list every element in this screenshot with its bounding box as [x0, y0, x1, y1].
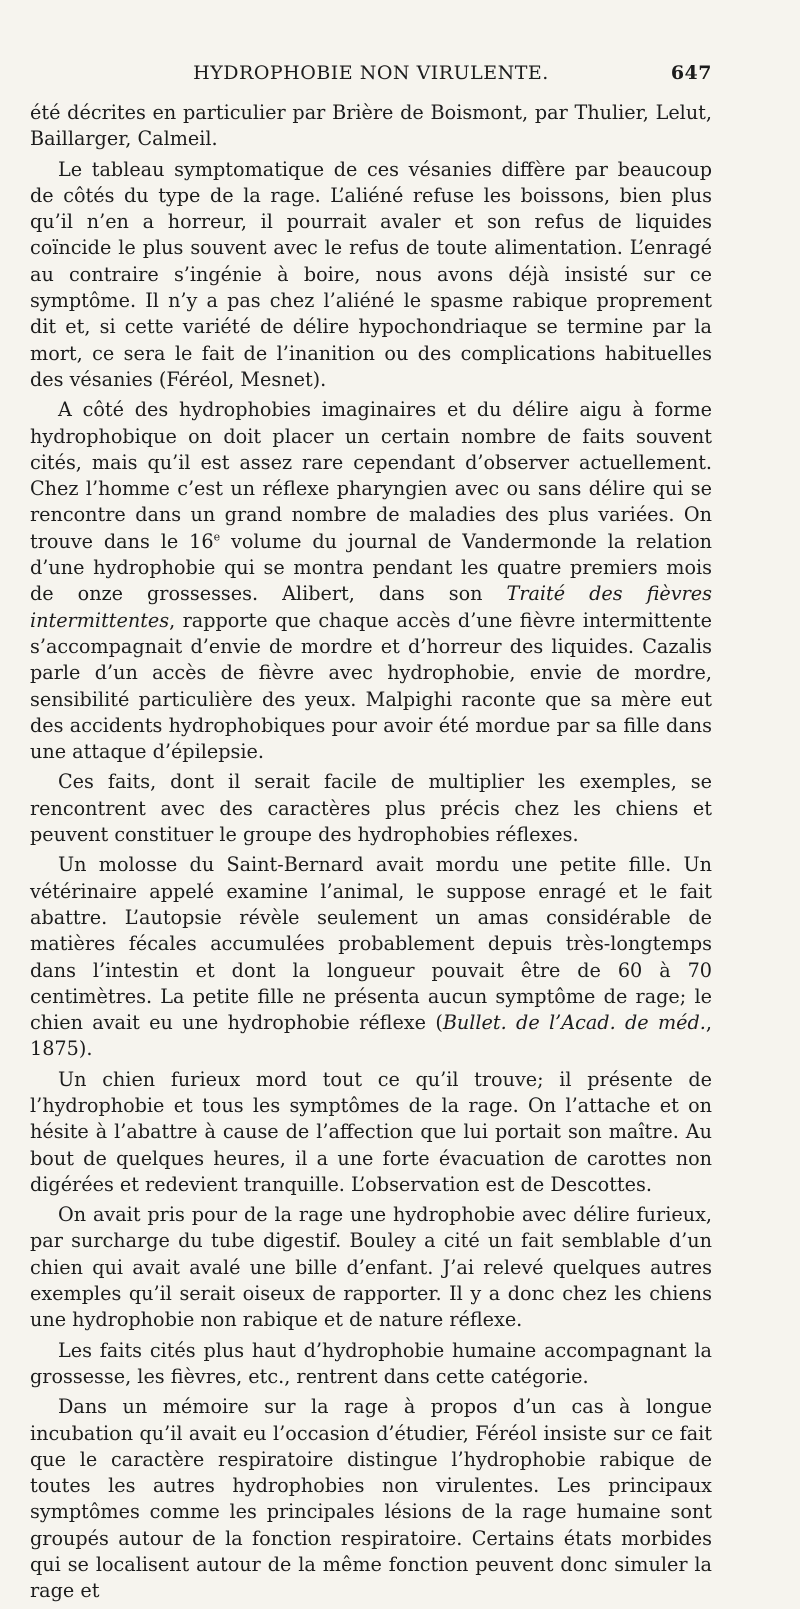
citation-source: Bullet. de l’Acad. de méd. [442, 1011, 706, 1035]
paragraph-continuation: été décrites en particulier par Brière de Boismont, par Thulier, Lelut, Baillarger, Calmeil. [30, 101, 712, 151]
paragraph: Ces faits, dont il serait facile de multiplier les exemples, se rencontrent avec des caractères plus précis chez les chiens et peuvent constituer le groupe des hydrophobies réflexes. [30, 770, 712, 847]
text-run: On trouve dans le [30, 503, 712, 553]
body-text [30, 100, 712, 1609]
text-run: , rapporte que chaque accès d’une fièvre intermittente s’accompagnait d’envie de mordre et d’horreur des liquides. Cazalis parle d’un accès de fièvre avec hydrophobie, envie de mordre, sensibilité particulière des yeux. Malpighi raconte que sa mère eut des accidents hydrophobiques pour avoir été mordue par sa fille dans une attaque d’épilepsie. [30, 608, 712, 764]
text-run: A côté des hydrophobies imaginaires et du délire aigu à forme hydrophobique on doit placer un certain nombre de faits souvent cités, mais qu’il est assez rare cependant d’observer actuellement. Chez l’homme c’est un réflexe pharyngien avec ou sans délire qui se rencontre dans un grand nombre de maladies des plus variées. [30, 398, 712, 527]
text-run: volume du journal de Vandermonde la relation d’une hydrophobie qui se montra pendant les quatre premiers mois de onze grossesses. Alibert, dans son [30, 529, 712, 606]
paragraph [30, 852, 712, 1062]
paragraph: On avait pris pour de la rage une hydrophobie avec délire furieux, par surcharge du tube digestif. Bouley a cité un fait semblable d’un chien qui avait avalé une bille d’enfant. J’ai relevé quelques autres exemples qu’il serait oiseux de rapporter. Il y a donc chez les chiens une hydrophobie non rabique et de nature réflexe. [30, 1203, 712, 1332]
paragraph: Dans un mémoire sur la rage à propos d’un cas à longue incubation qu’il avait eu l’occasion d’étudier, Féréol insiste sur ce fait que le caractère respiratoire distingue l’hydrophobie rabique de toutes les autres hydrophobies non virulentes. Les principaux symptômes comme les principales lésions de la rage humaine sont groupés autour de la fonction respiratoire. Certains états morbides qui se localisent autour de la même fonction peuvent donc simuler la rage et [30, 1395, 712, 1603]
volume-number: 16 [189, 529, 214, 553]
superscript: e [213, 530, 221, 544]
paragraph: Un chien furieux mord tout ce qu’il trouve; il présente de l’hydrophobie et tous les symptômes de la rage. On l’attache et on hésite à l’abattre à cause de l’affection que lui portait son maître. Au bout de quelques heures, il a une forte évacuation de carottes non digérées et redevient tranquille. L’observation est de Descottes. [30, 1067, 712, 1196]
text-run: ( [425, 1011, 443, 1035]
paragraph: Le tableau symptomatique de ces vésanies diffère par beaucoup de côtés du type de la rage. L’aliéné refuse les boissons, bien plus qu’il n’en a horreur, il pourrait avaler et son refus de liquides coïncide le plus souvent avec le refus de toute alimentation. L’enragé au contraire s’ingénie à boire, nous avons déjà insisté sur ce symptôme. Il n’y a pas chez l’aliéné le spasme rabique proprement dit et, si cette variété de délire hypochondriaque se termine par la mort, ce sera le fait de l’inanition ou des complications habituelles des vésanies (Féréol, Mesnet). [30, 157, 712, 391]
text-run: , 1875). [30, 1011, 712, 1061]
running-title: HYDROPHOBIE NON VIRULENTE. [193, 62, 549, 84]
text-run: Un molosse du Saint-Bernard avait mordu une petite fille. Un vétérinaire appelé examine l’animal, le suppose enragé et le fait abattre. L’autopsie révèle seulement un amas considérable de matières fécales accumulées probablement depuis très-longtemps dans l’intestin et dont la longueur pouvait être de 60 à 70 centimètres. La petite fille ne présenta aucun symptôme de rage; le chien avait eu une hydrophobie réflexe [30, 853, 712, 1035]
paragraph [30, 397, 712, 765]
page-number: 647 [670, 62, 712, 84]
running-header [30, 62, 712, 92]
book-title: Traité des fièvres intermittentes [30, 582, 712, 632]
paragraph: Les faits cités plus haut d’hydrophobie humaine accompagnant la grossesse, les fièvres, etc., rentrent dans cette catégorie. [30, 1338, 712, 1388]
